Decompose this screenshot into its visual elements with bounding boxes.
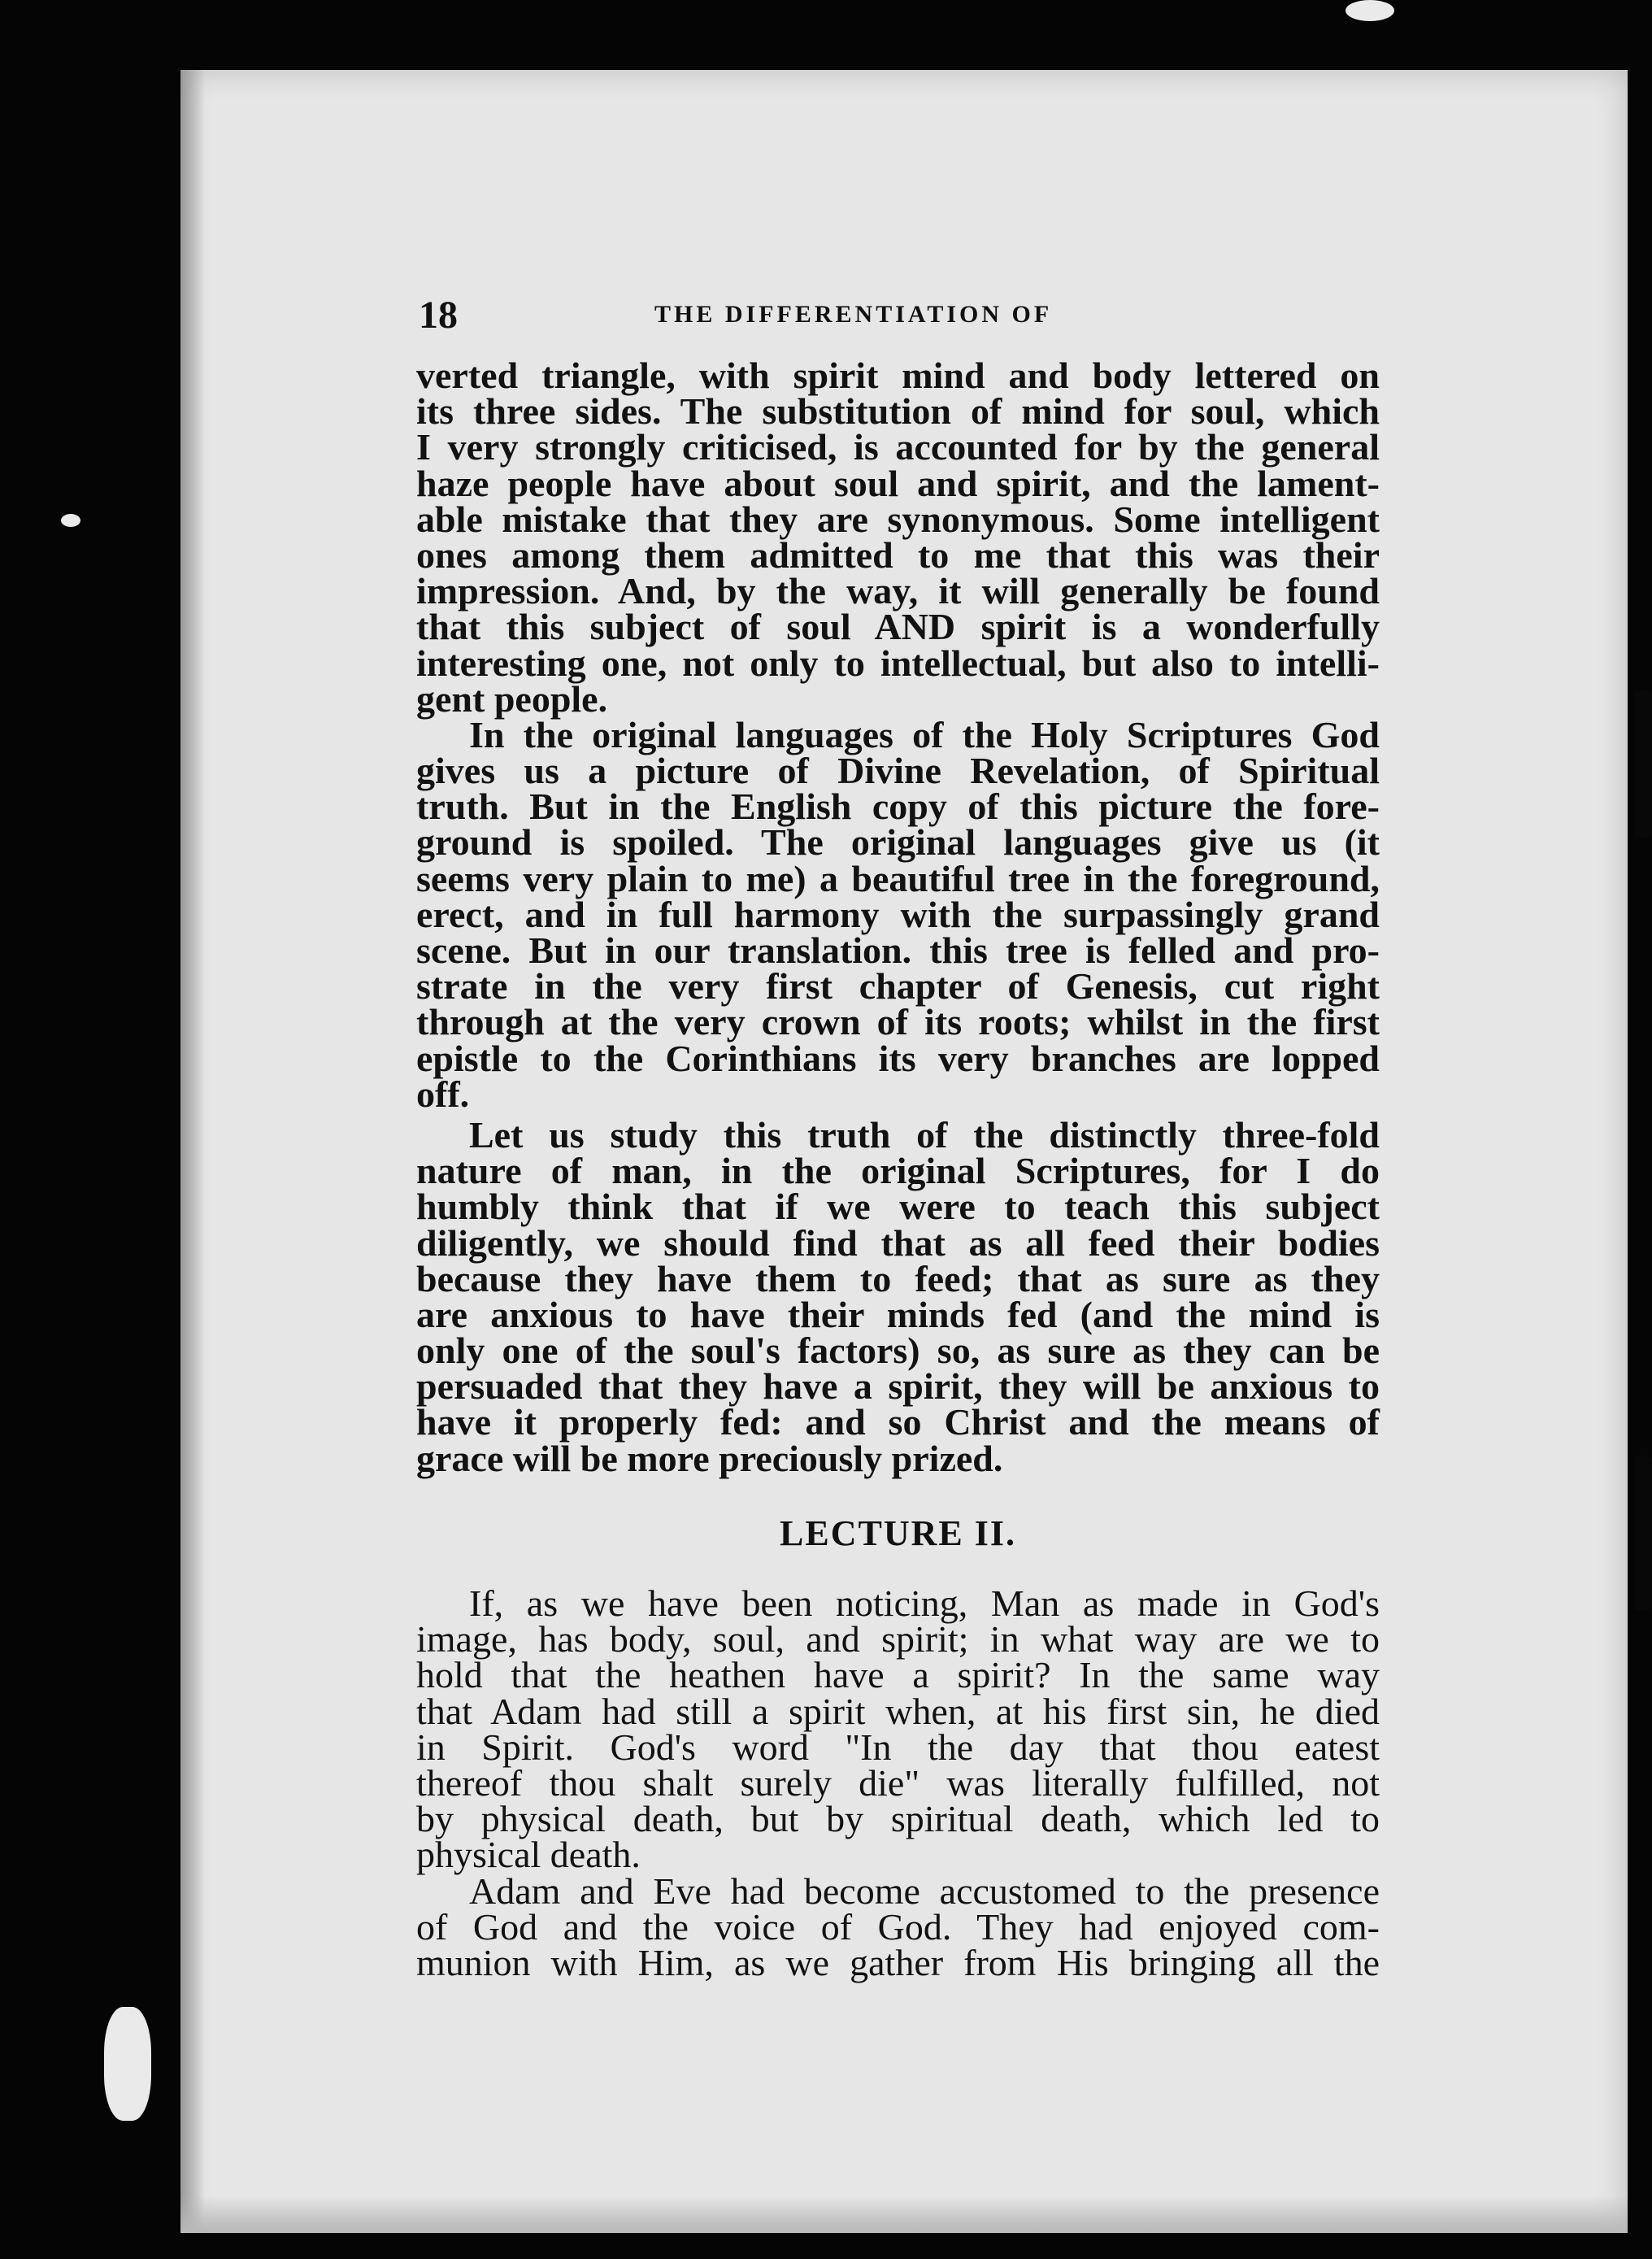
scan-speck	[61, 514, 80, 527]
text-line: humbly think that if we were to teach this subject	[416, 1186, 1380, 1228]
text-line: by physical death, but by spiritual death, which led to	[416, 1798, 1380, 1840]
text-line: gives us a picture of Divine Revelation, of Spiritual	[416, 750, 1380, 792]
text-line: Adam and Eve had become accustomed to the presence	[469, 1869, 1380, 1912]
text-line: that this subject of soul AND spirit is a wonderfully	[416, 606, 1380, 648]
text-line: have it properly fed: and so Christ and the means of	[416, 1401, 1380, 1443]
text-line: that Adam had still a spirit when, at his first sin, he died	[416, 1690, 1380, 1732]
running-head: THE DIFFERENTIATION OF	[654, 301, 1053, 328]
text-line: because they have them to feed; that as sure as they	[416, 1257, 1380, 1299]
text-line: through at the very crown of its roots; whilst in the first	[416, 1001, 1380, 1043]
text-line: verted triangle, with spirit mind and body lettered on	[416, 355, 1380, 396]
scan-speck	[1346, 0, 1394, 21]
text-line: thereof thou shalt surely die" was literally fulfilled, not	[416, 1761, 1380, 1804]
body-text-bottom	[416, 1582, 1380, 1983]
text-line: its three sides. The substitution of mind for soul, which	[416, 390, 1380, 433]
text-line: If, as we have been noticing, Man as made in God's	[469, 1582, 1380, 1624]
text-line: In the original languages of the Holy Scriptures God	[469, 713, 1380, 755]
text-line: off.	[416, 1073, 470, 1115]
text-line: scene. But in our translation. this tree is felled and pro-	[416, 929, 1380, 971]
paragraph	[416, 355, 1380, 720]
paragraph	[416, 1113, 1380, 1479]
text-line: Let us study this truth of the distinctly three-fold	[469, 1113, 1380, 1156]
scan-edge-mark	[1634, 1456, 1652, 1610]
scan-edge-mark	[1634, 691, 1652, 838]
paragraph	[416, 1582, 1380, 1876]
body-text-top	[416, 355, 1380, 1479]
page-bottom-edge	[180, 2196, 1628, 2233]
text-line: interesting one, not only to intellectual, but also to intelli-	[416, 642, 1380, 684]
text-line: strate in the very first chapter of Genesis, cut right	[416, 965, 1380, 1008]
text-line: grace will be more preciously prized.	[416, 1437, 1003, 1479]
text-line: erect, and in full harmony with the surpassingly grand	[416, 893, 1380, 935]
text-line: truth. But in the English copy of this picture the fore-	[416, 786, 1380, 828]
text-line: ground is spoiled. The original languages give us (it	[416, 821, 1380, 864]
text-line: in Spirit. God's word "In the day that thou eatest	[416, 1726, 1380, 1768]
text-line: diligently, we should find that as all feed their bodies	[416, 1221, 1380, 1264]
text-line: physical death.	[416, 1834, 641, 1876]
scan-speck	[104, 2007, 151, 2121]
text-line: of God and the voice of God. They had enjoyed com-	[416, 1905, 1380, 1948]
page-left-edge	[180, 70, 205, 2233]
text-line: haze people have about soul and spirit, and the lament-	[416, 462, 1380, 504]
text-line: only one of the soul's factors) so, as sure as they can be	[416, 1330, 1380, 1372]
paragraph	[416, 1869, 1380, 1983]
text-line: persuaded that they have a spirit, they will be anxious to	[416, 1365, 1380, 1408]
text-line: munion with Him, as we gather from His bringing all the	[416, 1941, 1380, 1983]
paragraph	[416, 713, 1380, 1115]
text-line: gent people.	[416, 677, 608, 720]
text-line: able mistake that they are synonymous. Some intelligent	[416, 498, 1380, 540]
text-line: ones among them admitted to me that this was their	[416, 533, 1380, 576]
page-header	[419, 293, 1378, 342]
text-line: are anxious to have their minds fed (and the mind is	[416, 1293, 1380, 1335]
text-line: I very strongly criticised, is accounted for by the general	[416, 426, 1380, 468]
text-line: image, has body, soul, and spirit; in what way are we to	[416, 1618, 1380, 1661]
text-line: hold that the heathen have a spirit? In the same way	[416, 1654, 1380, 1696]
lecture-heading: LECTURE II.	[780, 1513, 1016, 1553]
text-line: nature of man, in the original Scriptures, for I do	[416, 1150, 1380, 1192]
page-number: 18	[419, 294, 458, 337]
text-line: seems very plain to me) a beautiful tree in the foreground,	[416, 857, 1380, 899]
text-line: epistle to the Corinthians its very branches are lopped	[416, 1037, 1380, 1079]
text-line: impression. And, by the way, it will generally be found	[416, 570, 1380, 612]
